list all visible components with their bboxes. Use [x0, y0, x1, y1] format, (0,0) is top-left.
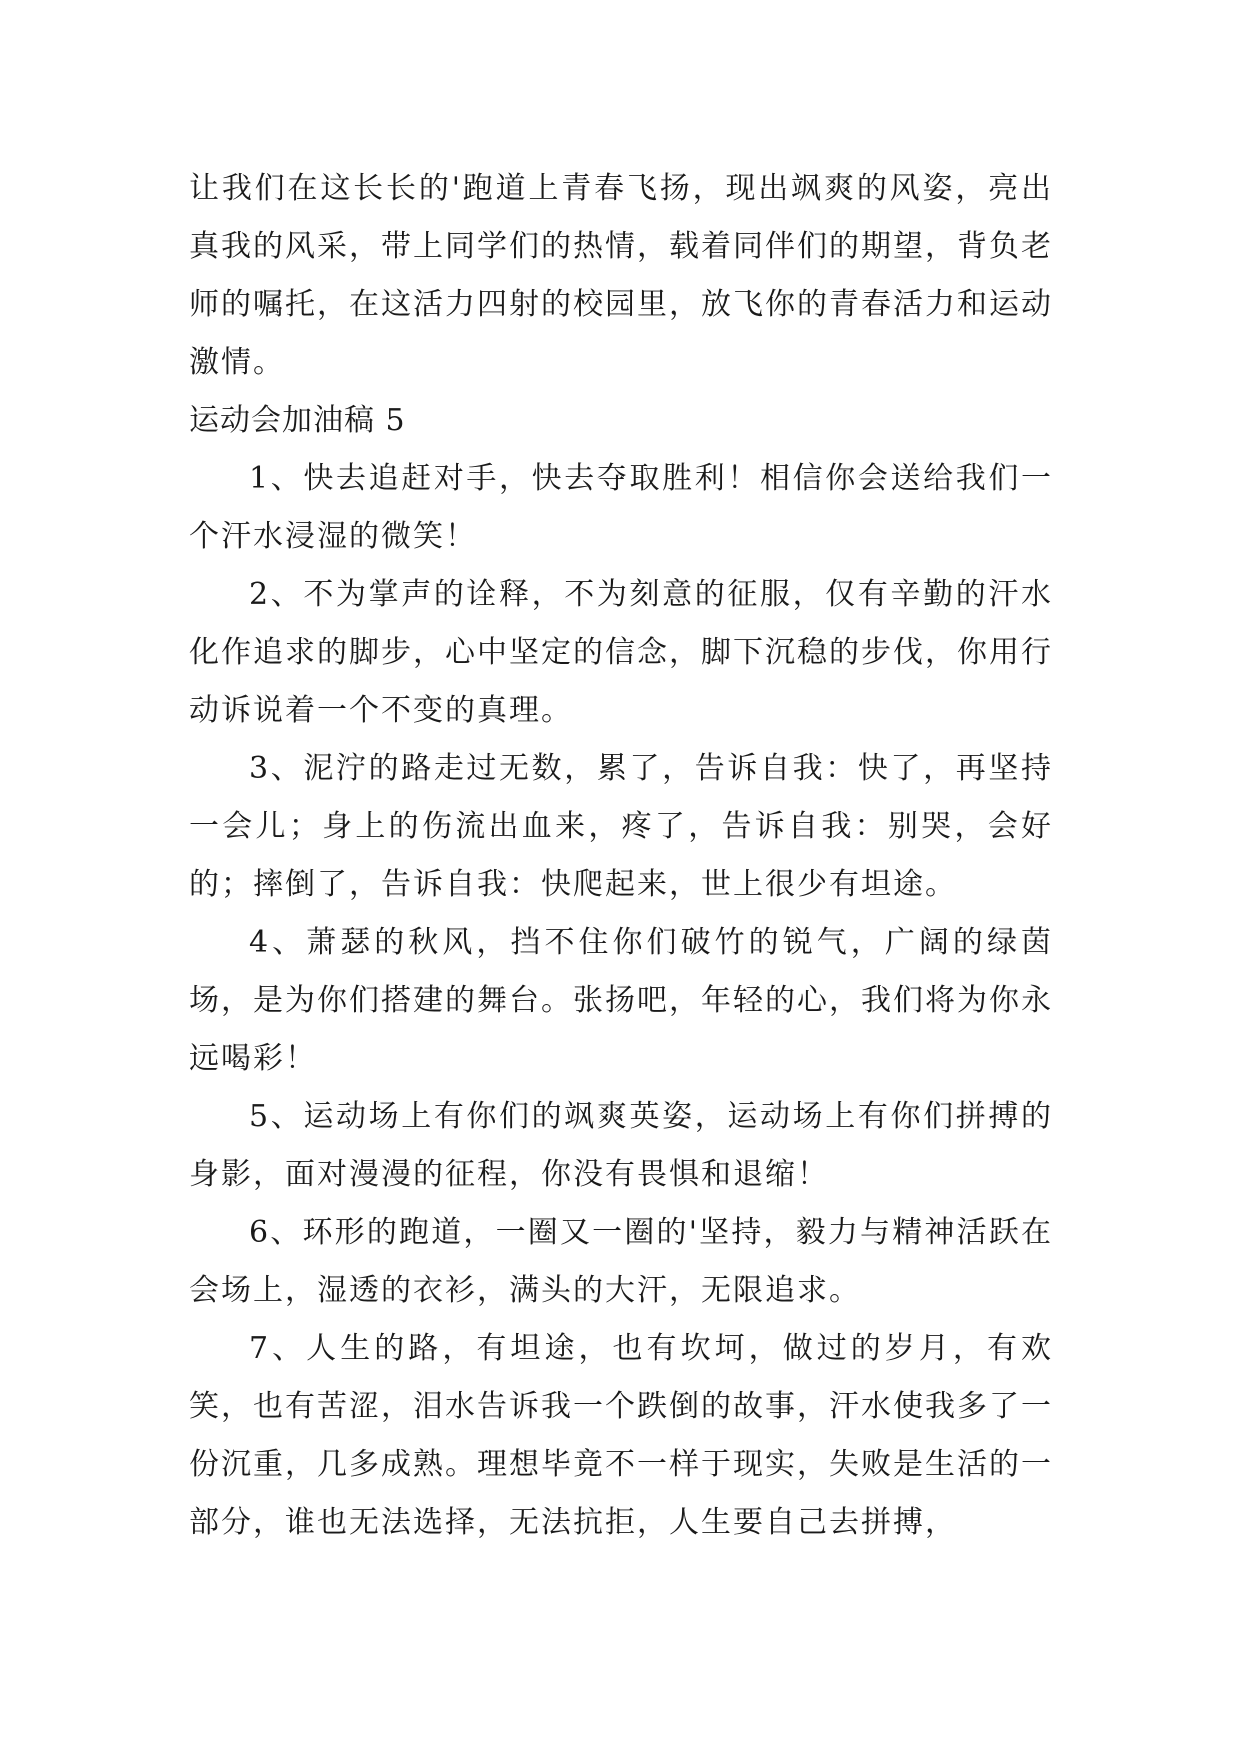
intro-paragraph: 让我们在这长长的'跑道上青春飞扬，现出飒爽的风姿，亮出真我的风采，带上同学们的热情，载着同伴们的期望，背负老师的嘱托，在这活力四射的校园里，放飞你的青春活力和运动激情。	[189, 171, 1053, 380]
cheer-item-6: 6、环形的跑道，一圈又一圈的'坚持，毅力与精神活跃在会场上，湿透的衣衫，满头的大汗，无限追求。	[189, 1215, 1053, 1308]
cheer-item-4: 4、萧瑟的秋风，挡不住你们破竹的锐气，广阔的绿茵场，是为你们搭建的舞台。张扬吧，年轻的心，我们将为你永远喝彩！	[189, 925, 1053, 1076]
cheer-item-1: 1、快去追赶对手，快去夺取胜利！相信你会送给我们一个汗水浸湿的微笑！	[189, 461, 1053, 554]
cheer-item-2: 2、不为掌声的诠释，不为刻意的征服，仅有辛勤的汗水化作追求的脚步，心中坚定的信念，脚下沉稳的步伐，你用行动诉说着一个不变的真理。	[189, 577, 1053, 728]
section-title: 运动会加油稿 5	[189, 403, 406, 438]
document-page	[189, 160, 1053, 1552]
cheer-item-7: 7、人生的路，有坦途，也有坎坷，做过的岁月，有欢笑，也有苦涩，泪水告诉我一个跌倒的故事，汗水使我多了一份沉重，几多成熟。理想毕竟不一样于现实，失败是生活的一部分，谁也无法选择，无法抗拒，人生要自己去拼搏，	[189, 1331, 1053, 1540]
cheer-item-5: 5、运动场上有你们的飒爽英姿，运动场上有你们拼搏的身影，面对漫漫的征程，你没有畏惧和退缩！	[189, 1099, 1053, 1192]
cheer-item-3: 3、泥泞的路走过无数，累了，告诉自我：快了，再坚持一会儿；身上的伤流出血来，疼了，告诉自我：别哭，会好的；摔倒了，告诉自我：快爬起来，世上很少有坦途。	[189, 751, 1053, 902]
